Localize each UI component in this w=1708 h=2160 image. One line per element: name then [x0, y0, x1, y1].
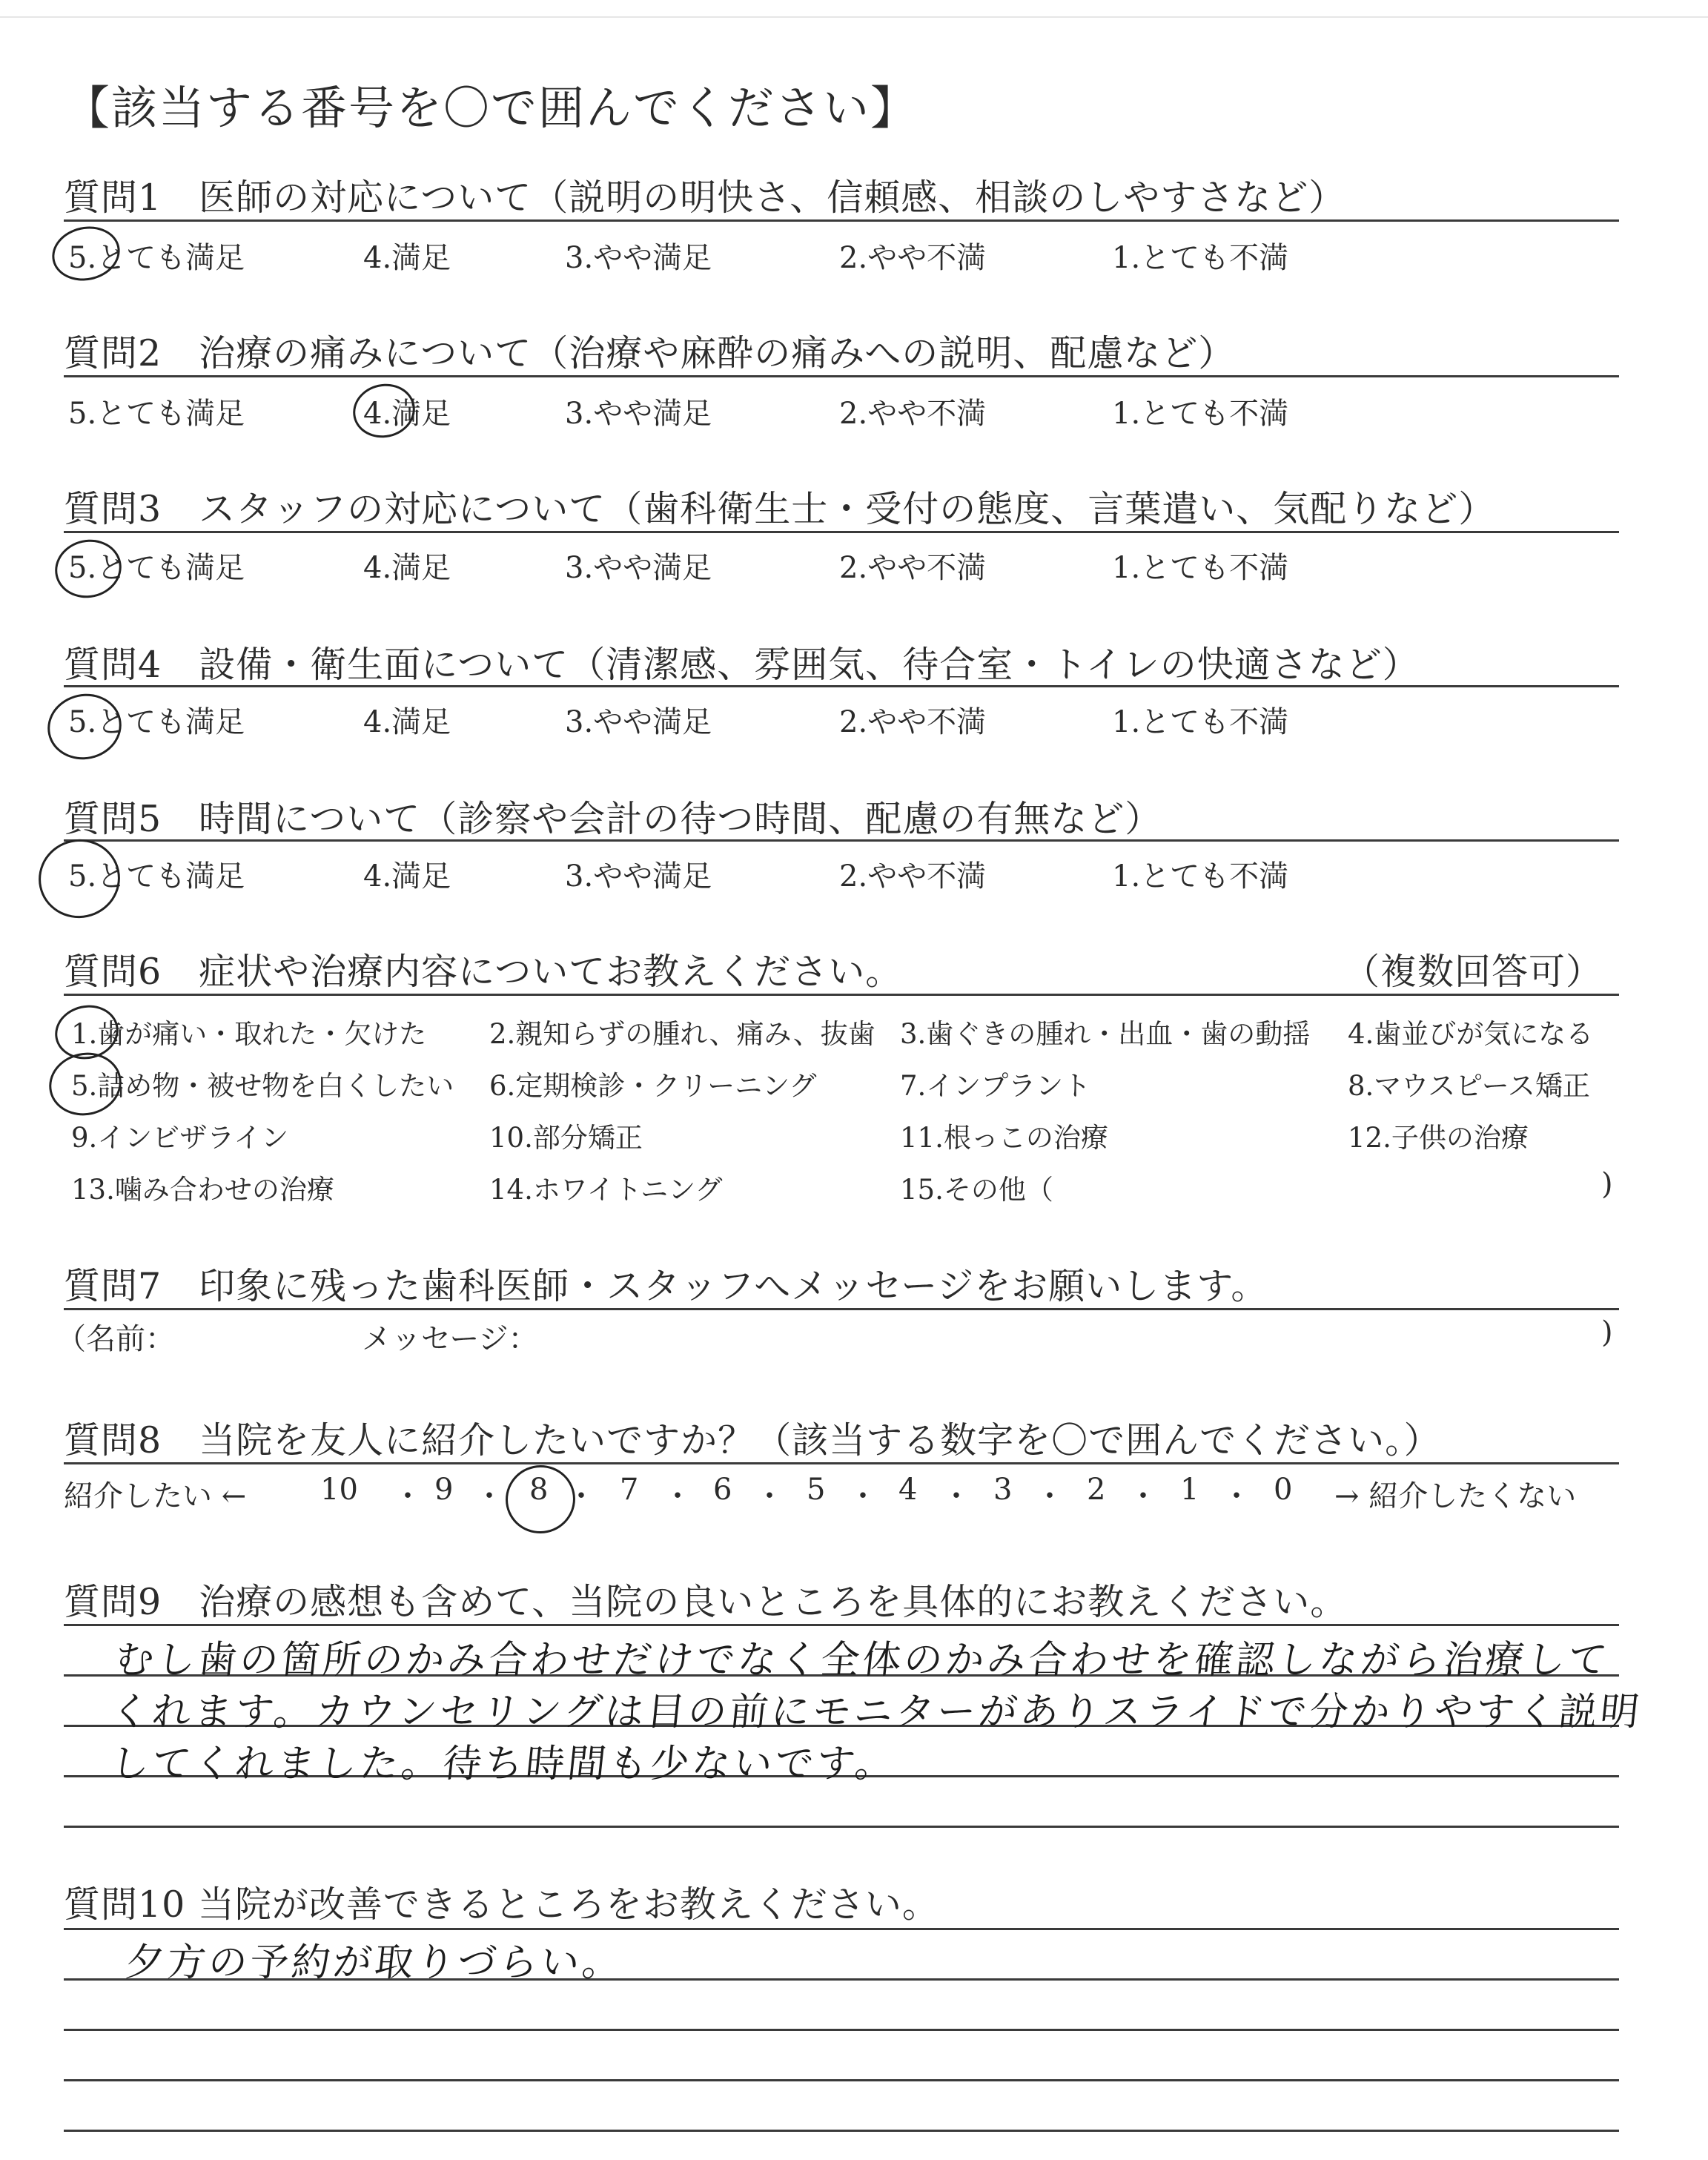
q8-selection-circle: [499, 1459, 581, 1540]
q8-left-label: 紹介したい ←: [64, 1479, 247, 1513]
q2-option-3[interactable]: 3.やや満足: [565, 397, 712, 431]
q8-dot: ・: [941, 1479, 971, 1513]
q10-answer-line-1: 夕方の予約が取りづらい。: [123, 1941, 626, 1985]
q6-option-11[interactable]: 11.根っこの治療: [900, 1122, 1108, 1154]
q3-option-3[interactable]: 3.やや満足: [565, 551, 712, 585]
q1-option-4[interactable]: 4.満足: [363, 241, 451, 275]
q9-answer-line-1: むし歯の箇所のかみ合わせだけでなく全体のかみ合わせを確認しながら治療して: [113, 1638, 1612, 1682]
q4-option-1[interactable]: 1.とても不満: [1112, 705, 1289, 739]
q3-title: 質問3 スタッフの対応について（歯科衛生士・受付の態度、言葉遣い、気配りなど）: [64, 488, 1496, 530]
q5-option-4[interactable]: 4.満足: [363, 859, 451, 894]
q4-option-5[interactable]: 5.とても満足: [68, 705, 245, 739]
q1-option-3[interactable]: 3.やや満足: [565, 241, 712, 275]
q8-number-2[interactable]: 2: [1087, 1473, 1106, 1507]
q6-option-10[interactable]: 10.部分矯正: [489, 1122, 643, 1154]
q3-option-4[interactable]: 4.満足: [363, 551, 451, 585]
q2-option-4[interactable]: 4.満足: [363, 397, 451, 431]
q6-title: 質問6 症状や治療内容についてお教えください。: [64, 951, 903, 993]
q5-title: 質問5 時間について（診察や会計の待つ時間、配慮の有無など）: [64, 798, 1162, 840]
q2-option-5[interactable]: 5.とても満足: [68, 397, 245, 431]
top-border: [0, 16, 1708, 18]
q2-rule: [64, 375, 1619, 377]
q6-note: （複数回答可）: [1343, 951, 1603, 993]
q10-rule-2: [64, 2029, 1619, 2031]
q8-number-9[interactable]: 9: [434, 1473, 454, 1507]
q6-option-1[interactable]: 1.歯が痛い・取れた・欠けた: [71, 1018, 427, 1050]
q8-dot: ・: [566, 1479, 596, 1513]
page-title: 【該当する番号を〇で囲んでください】: [64, 81, 918, 135]
q8-dot: ・: [1128, 1479, 1158, 1513]
q2-title: 質問2 治療の痛みについて（治療や麻酔の痛みへの説明、配慮など）: [64, 332, 1236, 374]
q8-number-8[interactable]: 8: [529, 1473, 549, 1507]
q7-rule: [64, 1308, 1619, 1310]
q7-message-label[interactable]: メッセージ：: [362, 1322, 538, 1356]
q6-option-3[interactable]: 3.歯ぐきの腫れ・出血・歯の動揺: [900, 1018, 1311, 1050]
q10-rule-4: [64, 2130, 1619, 2132]
q6-selection-circle-5: [43, 1046, 127, 1123]
q7-close-paren: ): [1601, 1315, 1613, 1350]
q3-rule: [64, 531, 1619, 533]
q7-title: 質問7 印象に残った歯科医師・スタッフへメッセージをお願いします。: [64, 1265, 1268, 1307]
q9-answer-line-3: してくれました。待ち時間も少ないです。: [108, 1742, 899, 1786]
q6-option-8[interactable]: 8.マウスピース矯正: [1348, 1070, 1590, 1102]
q10-rule-3: [64, 2079, 1619, 2081]
q8-number-6[interactable]: 6: [713, 1473, 732, 1507]
q8-number-10[interactable]: 10: [320, 1473, 358, 1507]
q6-option-4[interactable]: 4.歯並びが気になる: [1348, 1018, 1594, 1050]
q6-option-2[interactable]: 2.親知らずの腫れ、痛み、抜歯: [489, 1018, 875, 1050]
q8-dot: ・: [755, 1479, 784, 1513]
q5-option-3[interactable]: 3.やや満足: [565, 859, 712, 894]
q1-option-5[interactable]: 5.とても満足: [68, 241, 245, 275]
q6-option-7[interactable]: 7.インプラント: [900, 1070, 1091, 1102]
q8-dot: ・: [1035, 1479, 1065, 1513]
q8-dot: ・: [1222, 1479, 1251, 1513]
q6-option-12[interactable]: 12.子供の治療: [1348, 1122, 1529, 1154]
q9-answer-line-2: くれます。カウンセリングは目の前にモニターがありスライドで分かりやすく説明: [108, 1690, 1644, 1734]
q6-option-5[interactable]: 5.詰め物・被せ物を白くしたい: [71, 1070, 454, 1102]
q6-other-close-paren: ): [1601, 1167, 1613, 1201]
q5-option-1[interactable]: 1.とても不満: [1112, 859, 1289, 894]
q2-option-2[interactable]: 2.やや不満: [839, 397, 987, 431]
q8-dot: ・: [848, 1479, 878, 1513]
q8-right-label: → 紹介したくない: [1334, 1479, 1577, 1513]
q8-number-7[interactable]: 7: [620, 1473, 639, 1507]
q10-title: 質問10 当院が改善できるところをお教えください。: [64, 1883, 939, 1926]
q3-option-5[interactable]: 5.とても満足: [68, 551, 245, 585]
q4-title: 質問4 設備・衛生面について（清潔感、雰囲気、待合室・トイレの快適さなど）: [64, 644, 1420, 686]
q3-option-1[interactable]: 1.とても不満: [1112, 551, 1289, 585]
q2-selection-circle: [348, 378, 420, 443]
q5-option-2[interactable]: 2.やや不満: [839, 859, 987, 894]
q4-option-4[interactable]: 4.満足: [363, 705, 451, 739]
q10-rule-0: [64, 1928, 1619, 1930]
q9-rule-4: [64, 1826, 1619, 1828]
q5-rule: [64, 839, 1619, 842]
q1-rule: [64, 219, 1619, 222]
q6-option-9[interactable]: 9.インビザライン: [71, 1122, 289, 1154]
q6-option-13[interactable]: 13.噛み合わせの治療: [71, 1174, 334, 1206]
q9-rule-0: [64, 1624, 1619, 1626]
q9-title: 質問9 治療の感想も含めて、当院の良いところを具体的にお教えください。: [64, 1581, 1348, 1623]
q2-option-1[interactable]: 1.とても不満: [1112, 397, 1289, 431]
q1-option-1[interactable]: 1.とても不満: [1112, 241, 1289, 275]
q8-number-0[interactable]: 0: [1274, 1473, 1293, 1507]
q8-title: 質問8 当院を友人に紹介したいですか？（該当する数字を〇で囲んでください。）: [64, 1419, 1441, 1462]
q1-title: 質問1 医師の対応について（説明の明快さ、信頼感、相談のしやすさなど）: [64, 176, 1346, 219]
q8-dot: ・: [393, 1479, 423, 1513]
q4-option-2[interactable]: 2.やや不満: [839, 705, 987, 739]
q4-option-3[interactable]: 3.やや満足: [565, 705, 712, 739]
q5-option-5[interactable]: 5.とても満足: [68, 859, 245, 894]
q1-selection-circle: [47, 220, 125, 287]
q8-number-3[interactable]: 3: [993, 1473, 1013, 1507]
q3-option-2[interactable]: 2.やや不満: [839, 551, 987, 585]
q6-option-14[interactable]: 14.ホワイトニング: [489, 1174, 723, 1206]
q7-name-label[interactable]: （名前：: [56, 1322, 175, 1356]
q8-rule: [64, 1462, 1619, 1464]
q6-option-15[interactable]: 15.その他（: [900, 1174, 1053, 1206]
q8-dot: ・: [474, 1479, 504, 1513]
q1-option-2[interactable]: 2.やや不満: [839, 241, 987, 275]
q8-number-5[interactable]: 5: [807, 1473, 826, 1507]
q6-option-6[interactable]: 6.定期検診・クリーニング: [489, 1070, 817, 1102]
q8-number-1[interactable]: 1: [1180, 1473, 1199, 1507]
q8-number-4[interactable]: 4: [898, 1473, 918, 1507]
q4-rule: [64, 685, 1619, 687]
q6-rule: [64, 994, 1619, 996]
q8-dot: ・: [663, 1479, 692, 1513]
q5-selection-circle: [31, 832, 128, 926]
